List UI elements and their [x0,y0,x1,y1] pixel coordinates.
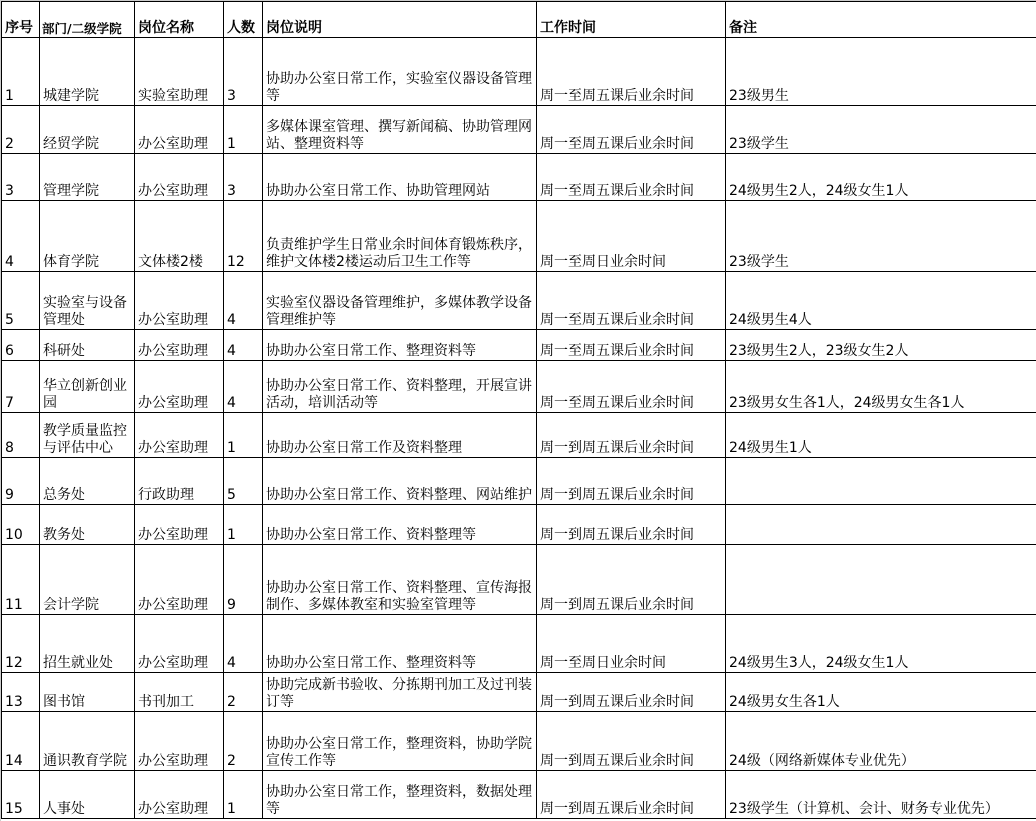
cell-department[interactable]: 招生就业处 [40,615,135,673]
cell-index[interactable]: 1 [2,38,40,106]
cell-remarks[interactable]: 24级（网络新媒体专业优先） [726,712,1036,771]
cell-position[interactable]: 办公室助理 [135,505,224,545]
cell-index[interactable]: 7 [2,361,40,413]
table-row [2,201,1036,272]
cell-department[interactable]: 经贸学院 [40,106,135,154]
cell-index[interactable]: 13 [2,673,40,712]
table-row [2,154,1036,201]
cell-work-time[interactable]: 周一到周五课后业余时间 [537,673,726,712]
cell-remarks[interactable] [726,458,1036,505]
cell-count[interactable]: 1 [224,505,263,545]
cell-index[interactable]: 6 [2,330,40,361]
cell-count[interactable]: 4 [224,615,263,673]
cell-work-time[interactable]: 周一至周五课后业余时间 [537,106,726,154]
cell-count[interactable]: 1 [224,106,263,154]
header-department[interactable]: 部门/二级学院 [40,2,135,38]
cell-work-time[interactable]: 周一至周五课后业余时间 [537,38,726,106]
cell-work-time[interactable]: 周一至周五课后业余时间 [537,272,726,330]
header-position[interactable]: 岗位名称 [135,2,224,38]
cell-department[interactable]: 会计学院 [40,545,135,615]
cell-description[interactable]: 协助办公室日常工作、资料整理，开展宣讲活动，培训活动等 [263,361,537,413]
cell-work-time[interactable]: 周一至周五课后业余时间 [537,361,726,413]
cell-index[interactable]: 8 [2,413,40,458]
cell-position[interactable]: 办公室助理 [135,272,224,330]
cell-description[interactable]: 协助办公室日常工作、资料整理、网站维护 [263,458,537,505]
cell-department[interactable]: 管理学院 [40,154,135,201]
cell-description[interactable]: 实验室仪器设备管理维护，多媒体教学设备管理维护等 [263,272,537,330]
cell-index[interactable]: 3 [2,154,40,201]
cell-work-time[interactable]: 周一至周日业余时间 [537,615,726,673]
cell-remarks[interactable]: 24级男生2人，24级女生1人 [726,154,1036,201]
cell-department[interactable]: 教务处 [40,505,135,545]
cell-remarks[interactable] [726,545,1036,615]
cell-work-time[interactable]: 周一至周五课后业余时间 [537,330,726,361]
cell-index[interactable]: 5 [2,272,40,330]
cell-description[interactable]: 协助办公室日常工作、资料整理、宣传海报制作、多媒体教室和实验室管理等 [263,545,537,615]
cell-count[interactable]: 2 [224,673,263,712]
cell-position[interactable]: 办公室助理 [135,330,224,361]
cell-remarks[interactable]: 24级男生1人 [726,413,1036,458]
cell-department[interactable]: 通识教育学院 [40,712,135,771]
cell-count[interactable]: 3 [224,38,263,106]
cell-index[interactable]: 15 [2,771,40,819]
table-row [2,106,1036,154]
cell-description[interactable]: 负责维护学生日常业余时间体育锻炼秩序，维护文体楼2楼运动后卫生工作等 [263,201,537,272]
cell-description[interactable]: 协助办公室日常工作，整理资料，数据处理等 [263,771,537,819]
cell-count[interactable]: 1 [224,413,263,458]
cell-remarks[interactable]: 23级学生 [726,201,1036,272]
table-row [2,505,1036,545]
cell-position[interactable]: 办公室助理 [135,154,224,201]
cell-remarks[interactable]: 23级男生2人，23级女生2人 [726,330,1036,361]
header-count[interactable]: 人数 [224,2,263,38]
cell-count[interactable]: 4 [224,361,263,413]
table-row [2,330,1036,361]
cell-position[interactable]: 办公室助理 [135,413,224,458]
table-row [2,673,1036,712]
cell-count[interactable]: 4 [224,272,263,330]
header-work-time[interactable]: 工作时间 [537,2,726,38]
cell-description[interactable]: 协助办公室日常工作，整理资料，协助学院宣传工作等 [263,712,537,771]
cell-work-time[interactable]: 周一至周日业余时间 [537,201,726,272]
cell-position[interactable]: 办公室助理 [135,545,224,615]
cell-description[interactable]: 协助办公室日常工作及资料整理 [263,413,537,458]
cell-position[interactable]: 办公室助理 [135,106,224,154]
cell-count[interactable]: 3 [224,154,263,201]
cell-count[interactable]: 1 [224,771,263,819]
cell-department[interactable]: 教学质量监控与评估中心 [40,413,135,458]
cell-index[interactable]: 9 [2,458,40,505]
table-row [2,712,1036,771]
cell-position[interactable]: 书刊加工 [135,673,224,712]
cell-department[interactable]: 体育学院 [40,201,135,272]
table-row [2,413,1036,458]
cell-count[interactable]: 12 [224,201,263,272]
cell-remarks[interactable]: 23级男女生各1人，24级男女生各1人 [726,361,1036,413]
cell-count[interactable]: 9 [224,545,263,615]
cell-position[interactable]: 办公室助理 [135,361,224,413]
cell-position[interactable]: 文体楼2楼 [135,201,224,272]
table-row [2,615,1036,673]
table-row [2,771,1036,819]
table-row [2,458,1036,505]
header-remarks[interactable]: 备注 [726,2,1036,38]
cell-description[interactable]: 协助完成新书验收、分拣期刊加工及过刊装订等 [263,673,537,712]
cell-index[interactable]: 14 [2,712,40,771]
cell-description[interactable]: 协助办公室日常工作、资料整理等 [263,505,537,545]
cell-department[interactable]: 总务处 [40,458,135,505]
cell-work-time[interactable]: 周一到周五课后业余时间 [537,458,726,505]
cell-work-time[interactable]: 周一到周五课后业余时间 [537,545,726,615]
cell-position[interactable]: 办公室助理 [135,771,224,819]
cell-department[interactable]: 城建学院 [40,38,135,106]
cell-work-time[interactable]: 周一到周五课后业余时间 [537,771,726,819]
cell-department[interactable]: 人事处 [40,771,135,819]
cell-position[interactable]: 实验室助理 [135,38,224,106]
cell-index[interactable]: 11 [2,545,40,615]
cell-department[interactable]: 图书馆 [40,673,135,712]
cell-position[interactable]: 行政助理 [135,458,224,505]
cell-work-time[interactable]: 周一至周五课后业余时间 [537,154,726,201]
cell-position[interactable]: 办公室助理 [135,712,224,771]
cell-index[interactable]: 2 [2,106,40,154]
table-row [2,38,1036,106]
header-index[interactable]: 序号 [2,2,40,38]
cell-index[interactable]: 10 [2,505,40,545]
cell-description[interactable]: 协助办公室日常工作、协助管理网站 [263,154,537,201]
cell-count[interactable]: 4 [224,330,263,361]
cell-count[interactable]: 5 [224,458,263,505]
header-description[interactable]: 岗位说明 [263,2,537,38]
header-row [2,2,1036,38]
cell-work-time[interactable]: 周一到周五课后业余时间 [537,712,726,771]
table-row [2,361,1036,413]
cell-department[interactable]: 科研处 [40,330,135,361]
cell-remarks[interactable] [726,505,1036,545]
cell-department[interactable]: 华立创新创业园 [40,361,135,413]
cell-index[interactable]: 4 [2,201,40,272]
cell-description[interactable]: 协助办公室日常工作、整理资料等 [263,615,537,673]
cell-index[interactable]: 12 [2,615,40,673]
cell-description[interactable]: 多媒体课室管理、撰写新闻稿、协助管理网站、整理资料等 [263,106,537,154]
cell-remarks[interactable]: 24级男女生各1人 [726,673,1036,712]
cell-department[interactable]: 实验室与设备管理处 [40,272,135,330]
cell-remarks[interactable]: 23级学生 [726,106,1036,154]
cell-count[interactable]: 2 [224,712,263,771]
table-row [2,272,1036,330]
cell-position[interactable]: 办公室助理 [135,615,224,673]
cell-description[interactable]: 协助办公室日常工作，实验室仪器设备管理等 [263,38,537,106]
cell-description[interactable]: 协助办公室日常工作、整理资料等 [263,330,537,361]
positions-table [1,1,1036,819]
cell-remarks[interactable]: 24级男生4人 [726,272,1036,330]
cell-work-time[interactable]: 周一到周五课后业余时间 [537,413,726,458]
cell-remarks[interactable]: 23级男生 [726,38,1036,106]
cell-remarks[interactable]: 23级学生（计算机、会计、财务专业优先） [726,771,1036,819]
cell-work-time[interactable]: 周一到周五课后业余时间 [537,505,726,545]
cell-remarks[interactable]: 24级男生3人，24级女生1人 [726,615,1036,673]
table-row [2,545,1036,615]
